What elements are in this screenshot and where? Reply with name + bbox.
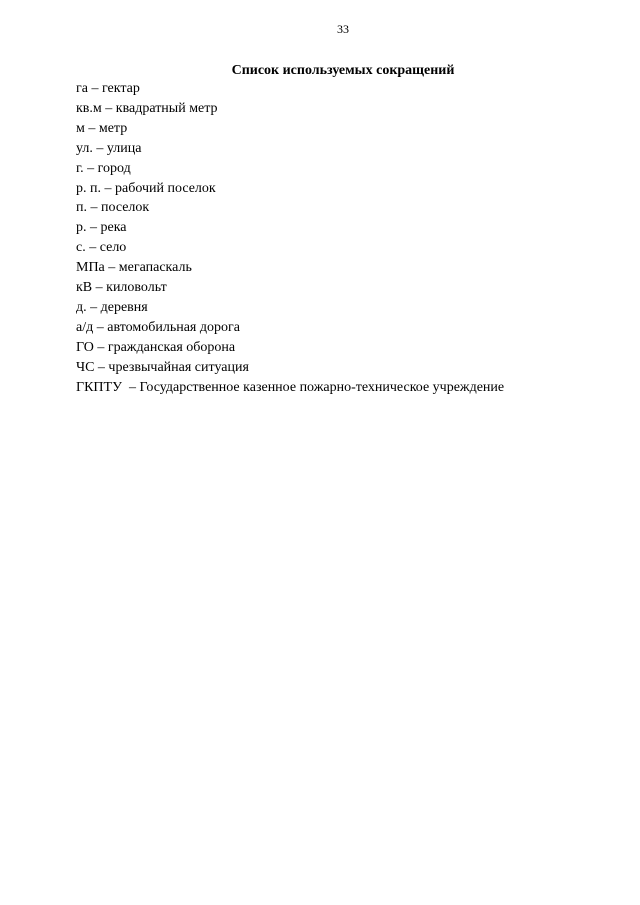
abbreviation-list [76, 79, 636, 398]
abbreviation-item: ул. – улица [76, 140, 142, 156]
abbreviation-item: м – метр [76, 120, 128, 136]
abbreviation-item: д. – деревня [76, 299, 148, 315]
page-title: Список используемых сокращений [231, 63, 455, 78]
abbreviation-item: г. – город [76, 160, 131, 176]
page-number: 33 [337, 22, 349, 36]
abbreviation-item: п. – поселок [76, 200, 150, 216]
abbreviation-item: р. – река [76, 220, 127, 236]
abbreviation-item: кв.м – квадратный метр [76, 100, 218, 116]
abbreviation-item: а/д – автомобильная дорога [76, 319, 240, 335]
abbreviation-item: ГО – гражданская оборона [76, 339, 236, 355]
abbreviation-item: с. – село [76, 240, 127, 256]
abbreviation-item: ГКПТУ – Государственное казенное пожарно-техническое учреждение [76, 379, 505, 395]
abbreviation-item: га – гектар [76, 81, 140, 96]
abbreviation-item: р. п. – рабочий поселок [76, 180, 216, 196]
abbreviation-item: ЧС – чрезвычайная ситуация [76, 359, 249, 375]
abbreviation-item: МПа – мегапаскаль [76, 260, 192, 276]
abbreviation-item: кВ – киловольт [76, 280, 167, 296]
